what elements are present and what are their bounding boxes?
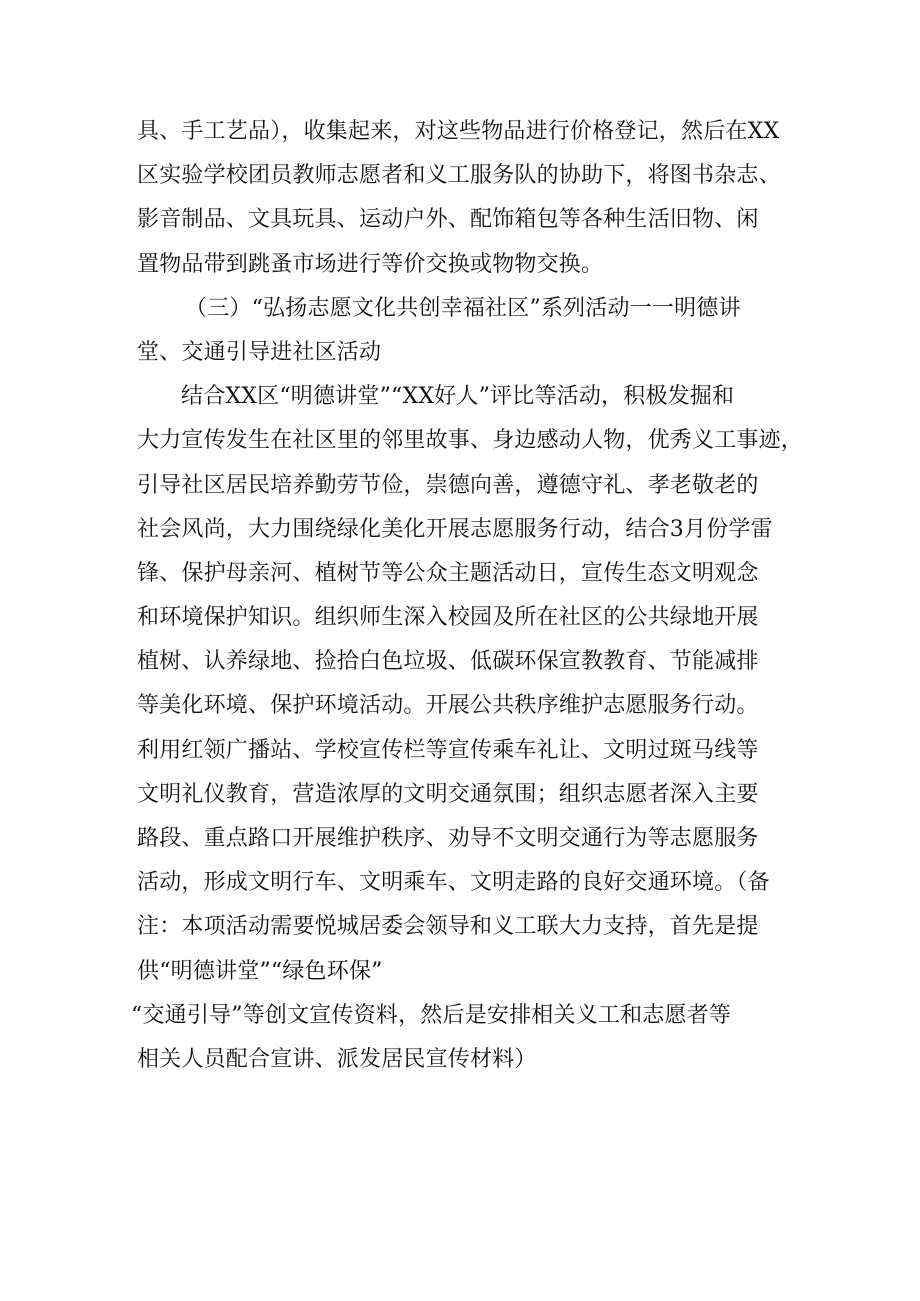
- text-line: 活动，形成文明行车、文明乘车、文明走路的良好交通环境。（备: [137, 870, 770, 896]
- text-line: 相关人员配合宣讲、派发居民宣传材料）: [137, 1046, 537, 1072]
- text-line: 植树、认养绿地、捡拾白色垃圾、低碳环保宣教教育、节能减排: [137, 649, 759, 675]
- text-line: 引导社区居民培养勤劳节俭，崇德向善，遵德守礼、孝老敬老的: [137, 472, 759, 498]
- paragraph-first-line: 结合XX区“明德讲堂”“XX好人”评比等活动，积极发掘和: [181, 384, 735, 410]
- text-line: 区实验学校团员教师志愿者和义工服务队的协助下，将图书杂志、: [137, 163, 781, 189]
- text-line: 具、手工艺品），收集起来，对这些物品进行价格登记，然后在XX: [137, 119, 780, 144]
- text-line: 和环境保护知识。组织师生深入校园及所在社区的公共绿地开展: [137, 605, 759, 631]
- text-line: 路段、重点路口开展维护秩序、劝导不文明交通行为等志愿服务: [137, 826, 759, 851]
- text-line: 社会风尚，大力围绕绿化美化开展志愿服务行动，结合3月份学雷: [137, 516, 773, 542]
- text-line: 等美化环境、保护环境活动。开展公共秩序维护志愿服务行动。: [137, 693, 759, 719]
- text-line: 影音制品、文具玩具、运动户外、配饰箱包等各种生活旧物、闲: [137, 207, 759, 233]
- text-line: 置物品带到跳蚤市场进行等价交换或物物交换。: [137, 251, 604, 277]
- text-line: 注：本项活动需要悦城居委会领导和义工联大力支持，首先是提: [137, 914, 759, 940]
- text-line: 大力宣传发生在社区里的邻里故事、身边感动人物，优秀义工事迹，: [137, 428, 804, 454]
- text-line: 文明礼仪教育，营造浓厚的文明交通氛围；组织志愿者深入主要: [137, 781, 759, 807]
- text-line: 锋、保护母亲河、植树节等公众主题活动日，宣传生态文明观念: [137, 560, 759, 586]
- section-heading-line: 堂、交通引导进社区活动: [137, 339, 382, 365]
- text-line: “交通引导”等创文宣传资料，然后是安排相关义工和志愿者等: [131, 1002, 732, 1028]
- text-line: 利用红领广播站、学校宣传栏等宣传乘车礼让、文明过斑马线等: [137, 737, 759, 763]
- document-body: [131, 110, 804, 1082]
- section-heading-line: （三）“弘扬志愿文化共创幸福社区”系列活动一一明德讲: [185, 295, 741, 321]
- text-line: 供“明德讲堂”“绿色环保”: [137, 958, 383, 984]
